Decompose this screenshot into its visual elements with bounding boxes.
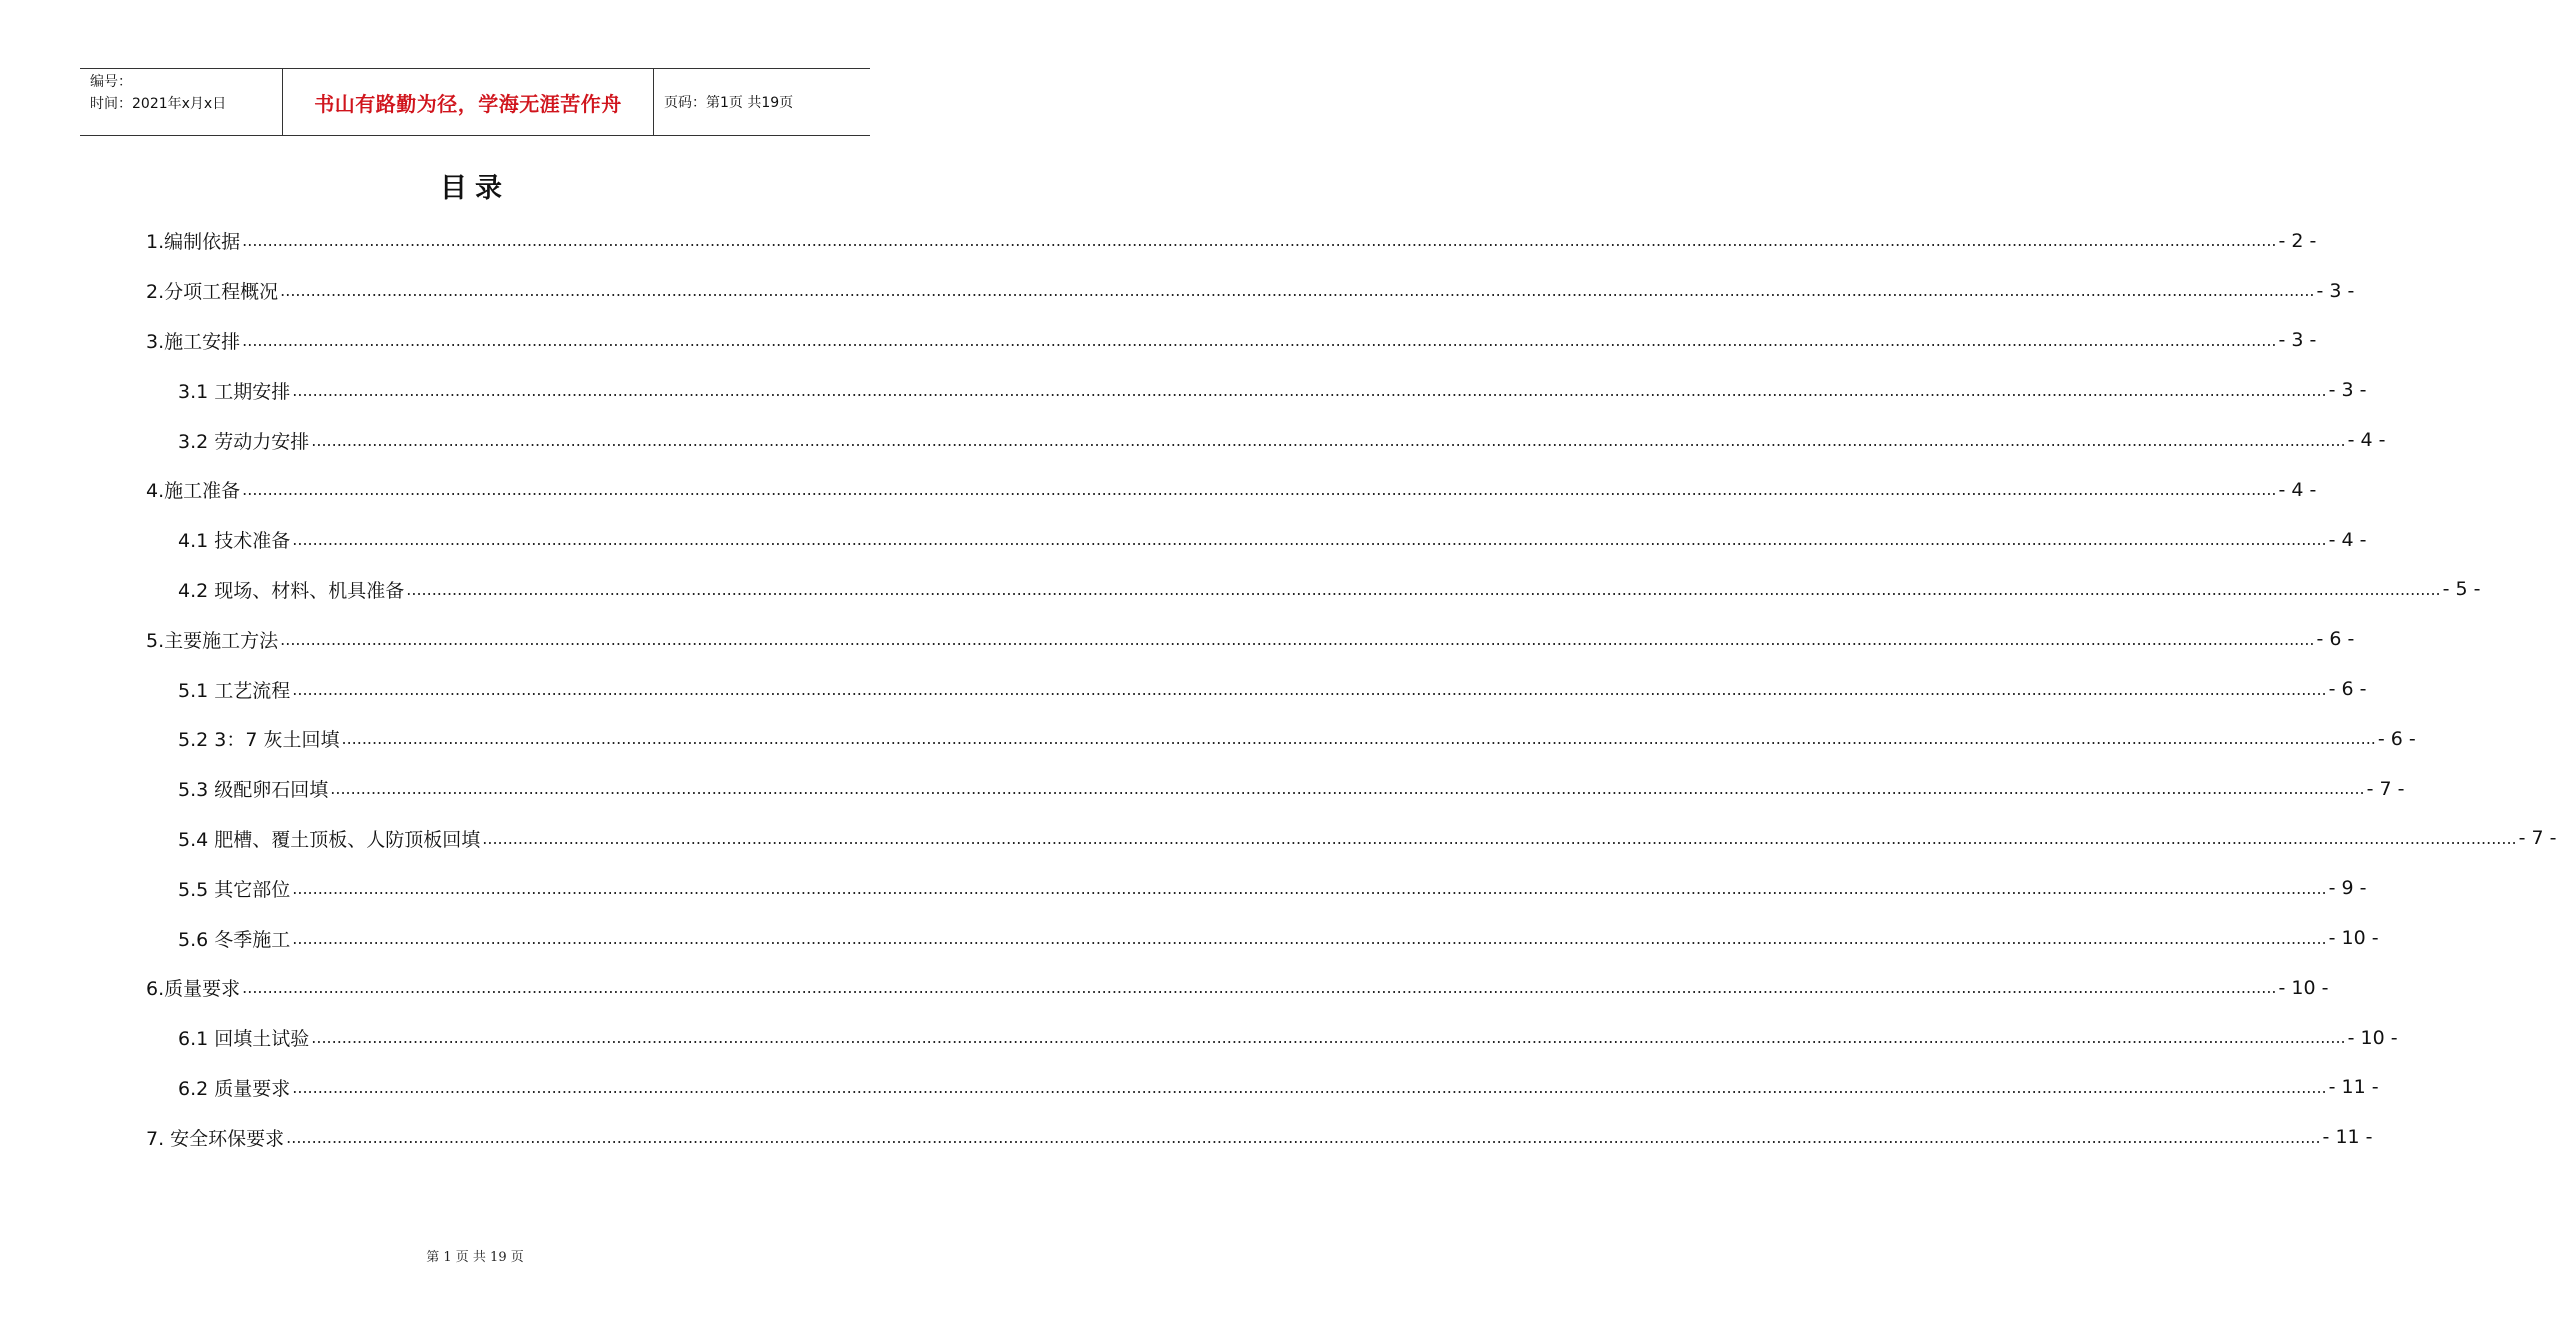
toc-entry-page: - 4 -	[2278, 478, 2317, 501]
toc-entry-label: 5.1 工艺流程	[178, 679, 291, 702]
header-motto: 书山有路勤为径，学海无涯苦作舟	[282, 69, 654, 135]
toc-entry-label: 3.1 工期安排	[178, 380, 291, 403]
toc-entry-label: 3.施工安排	[146, 330, 241, 353]
toc-leader-dots: ................................................................................................................................................................................................................................................................................................................................................................................................................	[242, 231, 2277, 251]
toc-entry-label: 1.编制依据	[146, 231, 241, 254]
toc-entry-page: - 11 -	[2322, 1126, 2373, 1149]
toc-entry[interactable]	[146, 764, 2405, 814]
header-page-info: 页码：第1页 共19页	[664, 95, 794, 111]
toc-entry-label: 5.2 3：7 灰土回填	[178, 729, 340, 752]
toc-entry-label: 5.5 其它部位	[178, 878, 291, 901]
toc-entry[interactable]	[146, 814, 2557, 864]
toc-entry[interactable]	[146, 316, 2317, 366]
toc-entry-page: - 6 -	[2316, 628, 2355, 651]
toc-entry-page: - 6 -	[2377, 727, 2416, 750]
toc-entry-label: 4.1 技术准备	[178, 530, 291, 553]
toc-leader-dots: ................................................................................................................................................................................................................................................................................................................................................................................................................	[280, 281, 2315, 301]
page-title: 目录	[440, 173, 510, 204]
toc-entry-page: - 2 -	[2278, 229, 2317, 252]
toc-leader-dots: ................................................................................................................................................................................................................................................................................................................................................................................................................	[341, 729, 2376, 749]
table-of-contents	[146, 216, 2557, 1162]
document-header	[80, 68, 870, 136]
toc-entry-label: 2.分项工程概况	[146, 281, 279, 304]
toc-entry[interactable]	[146, 365, 2367, 415]
toc-entry-page: - 3 -	[2316, 279, 2355, 302]
toc-entry[interactable]	[146, 465, 2317, 515]
toc-leader-dots: ................................................................................................................................................................................................................................................................................................................................................................................................................	[286, 1127, 2321, 1147]
toc-leader-dots: ................................................................................................................................................................................................................................................................................................................................................................................................................	[242, 480, 2277, 500]
header-meta	[80, 69, 282, 135]
toc-entry[interactable]	[146, 216, 2317, 266]
serial-label: 编号：	[90, 74, 132, 90]
toc-leader-dots: ................................................................................................................................................................................................................................................................................................................................................................................................................	[330, 779, 2365, 799]
toc-entry-page: - 10 -	[2347, 1026, 2398, 1049]
toc-leader-dots: ................................................................................................................................................................................................................................................................................................................................................................................................................	[406, 579, 2441, 599]
toc-entry-label: 6.1 回填土试验	[178, 1028, 310, 1051]
toc-entry[interactable]	[146, 963, 2329, 1013]
toc-entry-label: 3.2 劳动力安排	[178, 430, 310, 453]
toc-entry-page: - 4 -	[2347, 429, 2386, 452]
toc-entry[interactable]	[146, 863, 2367, 913]
toc-entry[interactable]	[146, 515, 2367, 565]
toc-entry[interactable]	[146, 1013, 2398, 1063]
toc-leader-dots: ................................................................................................................................................................................................................................................................................................................................................................................................................	[292, 928, 2327, 948]
toc-entry-label: 5.6 冬季施工	[178, 928, 291, 951]
toc-entry-page: - 10 -	[2328, 927, 2379, 950]
toc-leader-dots: ................................................................................................................................................................................................................................................................................................................................................................................................................	[292, 380, 2327, 400]
toc-entry-page: - 9 -	[2328, 877, 2367, 900]
toc-entry[interactable]	[146, 565, 2481, 615]
toc-entry-label: 6.2 质量要求	[178, 1077, 291, 1100]
toc-entry-label: 5.主要施工方法	[146, 629, 279, 652]
toc-leader-dots: ................................................................................................................................................................................................................................................................................................................................................................................................................	[311, 430, 2346, 450]
toc-entry-page: - 5 -	[2442, 578, 2481, 601]
toc-entry-page: - 3 -	[2328, 379, 2367, 402]
toc-entry-page: - 4 -	[2328, 528, 2367, 551]
toc-entry[interactable]	[146, 415, 2386, 465]
toc-leader-dots: ................................................................................................................................................................................................................................................................................................................................................................................................................	[292, 878, 2327, 898]
toc-entry-page: - 3 -	[2278, 329, 2317, 352]
toc-entry-label: 4.施工准备	[146, 480, 241, 503]
toc-entry[interactable]	[146, 714, 2416, 764]
toc-entry[interactable]	[146, 664, 2367, 714]
toc-leader-dots: ................................................................................................................................................................................................................................................................................................................................................................................................................	[482, 828, 2517, 848]
toc-entry-page: - 7 -	[2366, 777, 2405, 800]
toc-entry-page: - 10 -	[2278, 976, 2329, 999]
toc-entry[interactable]	[146, 266, 2355, 316]
toc-entry[interactable]	[146, 1063, 2379, 1113]
toc-entry-page: - 11 -	[2328, 1076, 2379, 1099]
toc-entry-page: - 6 -	[2328, 678, 2367, 701]
toc-entry-label: 5.4 肥槽、覆土顶板、人防顶板回填	[178, 828, 481, 851]
toc-entry-label: 6.质量要求	[146, 978, 241, 1001]
toc-leader-dots: ................................................................................................................................................................................................................................................................................................................................................................................................................	[292, 1077, 2327, 1097]
toc-entry[interactable]	[146, 614, 2355, 664]
toc-leader-dots: ................................................................................................................................................................................................................................................................................................................................................................................................................	[292, 530, 2327, 550]
toc-leader-dots: ................................................................................................................................................................................................................................................................................................................................................................................................................	[311, 1028, 2346, 1048]
toc-leader-dots: ................................................................................................................................................................................................................................................................................................................................................................................................................	[242, 330, 2277, 350]
page-footer: 第 1 页 共 19 页	[426, 1250, 524, 1265]
time-label: 时间：2021年x月x日	[90, 96, 227, 112]
toc-entry[interactable]	[146, 1112, 2373, 1162]
toc-entry[interactable]	[146, 913, 2379, 963]
toc-leader-dots: ................................................................................................................................................................................................................................................................................................................................................................................................................	[280, 629, 2315, 649]
toc-leader-dots: ................................................................................................................................................................................................................................................................................................................................................................................................................	[242, 978, 2277, 998]
toc-leader-dots: ................................................................................................................................................................................................................................................................................................................................................................................................................	[292, 679, 2327, 699]
toc-entry-label: 4.2 现场、材料、机具准备	[178, 579, 405, 602]
toc-entry-page: - 7 -	[2518, 827, 2557, 850]
toc-entry-label: 7. 安全环保要求	[146, 1127, 285, 1150]
toc-entry-label: 5.3 级配卵石回填	[178, 779, 329, 802]
